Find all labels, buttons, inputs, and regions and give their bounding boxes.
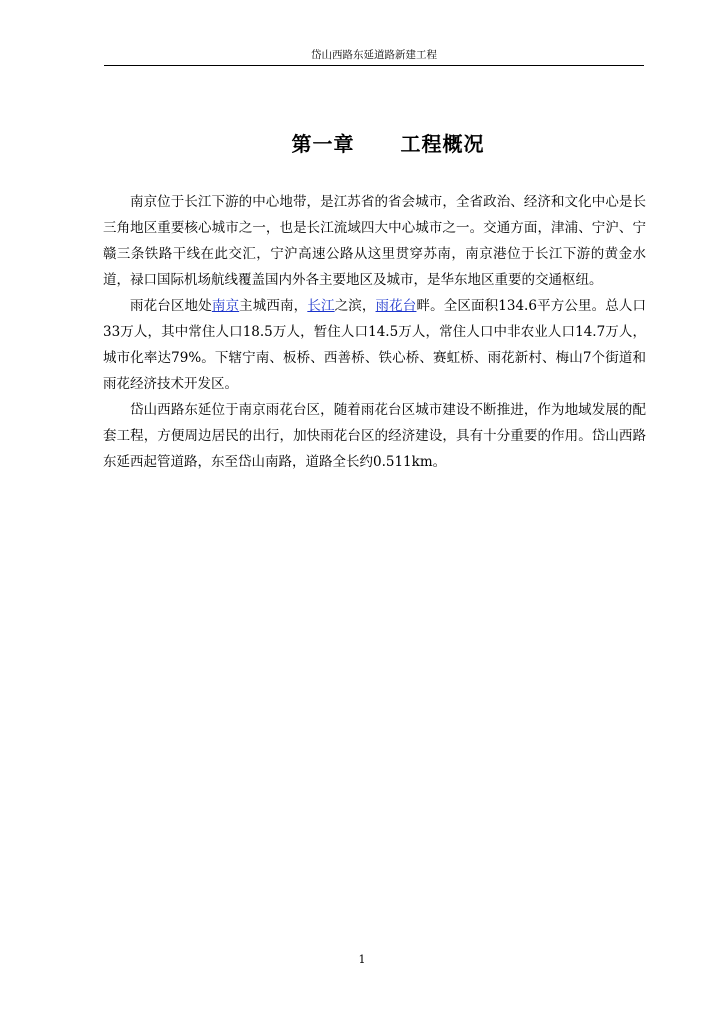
paragraph-text: 雨花台区地处: [130, 298, 212, 314]
link-changjiang[interactable]: 长江: [307, 298, 335, 314]
page-number: 1: [358, 953, 366, 966]
paragraph-text: 畔。全区面积134.6平方公里。总人口33万人，其中常住人口18.5万人，暂住人口14.5万人，常住人口中非农业人口14.7万人，城市化率达79%。下辖宁南、板桥、西善桥、铁心桥、赛虹桥、雨花新村、梅山7个街道和雨花经济技术开发区。: [103, 298, 647, 392]
running-title: 岱山西路东延道路新建工程: [311, 49, 437, 61]
chapter-title: 工程概况: [400, 132, 485, 156]
paragraph-text: 主城西南，: [239, 298, 308, 314]
body-text: [103, 189, 646, 475]
page-header: [104, 47, 644, 66]
paragraph-yuhuatai-district: [103, 293, 646, 397]
chapter-heading: [0, 130, 724, 158]
link-yuhuatai[interactable]: 雨花台: [375, 298, 417, 314]
paragraph-project-description: 岱山西路东延位于南京雨花台区，随着雨花台区城市建设不断推进，作为地域发展的配套工程，方便周边居民的出行，加快雨花台区的经济建设，具有十分重要的作用。岱山西路东延西起管道路，东至岱山南路，道路全长约0.511km。: [103, 402, 646, 470]
paragraph-nanjing-overview: 南京位于长江下游的中心地带，是江苏省的省会城市，全省政治、经济和文化中心是长三角地区重要核心城市之一，也是长江流域四大中心城市之一。交通方面，津浦、宁沪、宁赣三条铁路干线在此交汇，宁沪高速公路从这里贯穿苏南，南京港位于长江下游的黄金水道，禄口国际机场航线覆盖国内外各主要地区及城市，是华东地区重要的交通枢纽。: [103, 194, 646, 288]
link-nanjing[interactable]: 南京: [211, 298, 240, 314]
chapter-number: 第一章: [291, 132, 355, 156]
paragraph-text: 之滨，: [334, 298, 376, 314]
